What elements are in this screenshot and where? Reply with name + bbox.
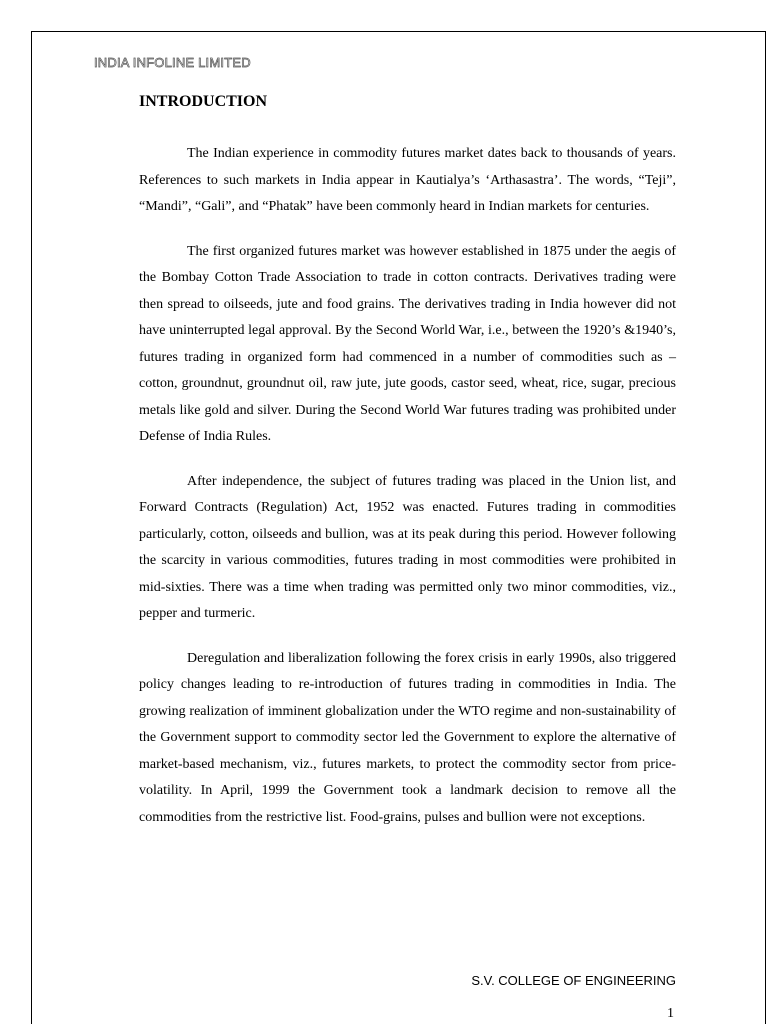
footer-college-name: S.V. COLLEGE OF ENGINEERING xyxy=(471,973,676,988)
paragraph: The Indian experience in commodity futures market dates back to thousands of years. References to such markets in India appear in Kautialya’s ‘Arthasastra’. The words, “Teji”, “Mandi”, “Gali”, and “Phatak” have been commonly heard in Indian markets for centuries. xyxy=(139,146,676,214)
body-text xyxy=(139,141,676,849)
paragraph: The first organized futures market was however established in 1875 under the aegis of the Bombay Cotton Trade Association to trade in cotton contracts. Derivatives trading were then spread to oilseeds, jute and food grains. The derivatives trading in India however did not have uninterrupted legal approval. By the Second World War, i.e., between the 1920’s &1940’s, futures trading in organized form had commenced in a number of commodities such as – cotton, groundnut, groundnut oil, raw jute, jute goods, castor seed, wheat, rice, sugar, precious metals like gold and silver. During the Second World War futures trading was prohibited under Defense of India Rules. xyxy=(139,243,676,444)
paragraph: After independence, the subject of futures trading was placed in the Union list, and Forward Contracts (Regulation) Act, 1952 was enacted. Futures trading in commodities particularly, cotton, oilseeds and bullion, was at its peak during this period. However following the scarcity in various commodities, futures trading in most commodities were prohibited in mid-sixties. There was a time when trading was permitted only two minor commodities, viz., pepper and turmeric. xyxy=(139,473,676,621)
header-company-name: INDIA INFOLINE LIMITED xyxy=(94,55,251,70)
page-number: 1 xyxy=(667,1006,674,1021)
paragraph: Deregulation and liberalization following the forex crisis in early 1990s, also triggered policy changes leading to re-introduction of futures trading in commodities in India. The growing realization of imminent globalization under the WTO regime and non-sustainability of the Government support to commodity sector led the Government to explore the alternative of market-based mechanism, viz., futures markets, to protect the commodity sector from price-volatility. In April, 1999 the Government took a landmark decision to remove all the commodities from the restrictive list. Food-grains, pulses and bullion were not exceptions. xyxy=(139,650,676,825)
section-title: INTRODUCTION xyxy=(139,93,268,110)
